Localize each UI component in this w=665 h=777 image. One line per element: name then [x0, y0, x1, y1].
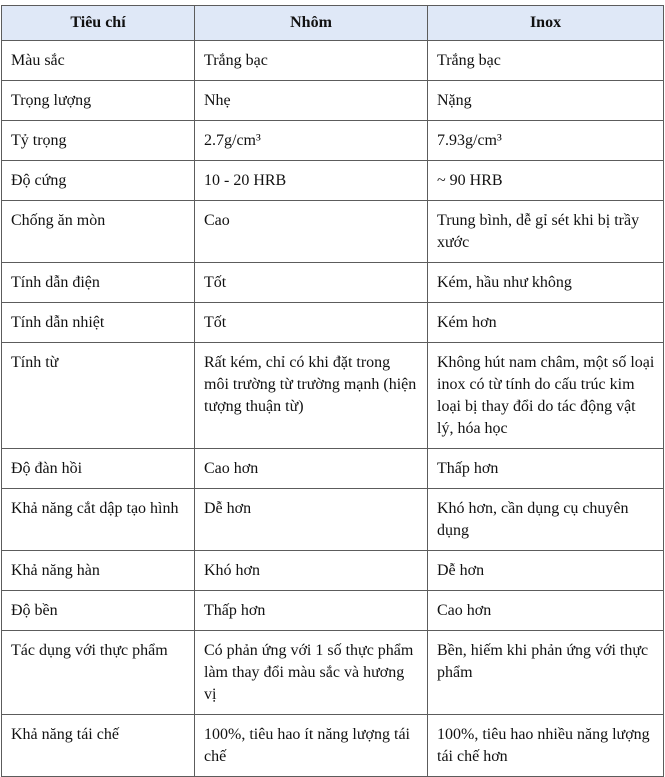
stainless-cell: Thấp hơn: [428, 449, 664, 489]
stainless-cell: Trắng bạc: [428, 41, 664, 81]
stainless-cell: 7.93g/cm³: [428, 121, 664, 161]
aluminum-cell: 10 - 20 HRB: [195, 161, 428, 201]
table-row: [2, 81, 664, 121]
header-row: [2, 6, 664, 41]
aluminum-cell: Cao: [195, 201, 428, 263]
header-criteria: Tiêu chí: [2, 6, 195, 41]
stainless-cell: Trung bình, dễ gỉ sét khi bị trầy xước: [428, 201, 664, 263]
table-row: [2, 303, 664, 343]
stainless-cell: Khó hơn, cần dụng cụ chuyên dụng: [428, 489, 664, 551]
table-row: [2, 343, 664, 449]
aluminum-cell: Có phản ứng với 1 số thực phẩm làm thay đổi màu sắc và hương vị: [195, 631, 428, 715]
table-row: [2, 449, 664, 489]
table-row: [2, 121, 664, 161]
aluminum-cell: 2.7g/cm³: [195, 121, 428, 161]
criteria-cell: Màu sắc: [2, 41, 195, 81]
stainless-cell: Không hút nam châm, một số loại inox có từ tính do cấu trúc kim loại bị thay đổi do tác động vật lý, hóa học: [428, 343, 664, 449]
header-aluminum: Nhôm: [195, 6, 428, 41]
aluminum-cell: Cao hơn: [195, 449, 428, 489]
criteria-cell: Tác dụng với thực phẩm: [2, 631, 195, 715]
table-row: [2, 715, 664, 777]
aluminum-cell: Dễ hơn: [195, 489, 428, 551]
criteria-cell: Độ bền: [2, 591, 195, 631]
stainless-cell: Nặng: [428, 81, 664, 121]
stainless-cell: Bền, hiếm khi phản ứng với thực phẩm: [428, 631, 664, 715]
criteria-cell: Tính dẫn điện: [2, 263, 195, 303]
aluminum-cell: Tốt: [195, 263, 428, 303]
aluminum-cell: Thấp hơn: [195, 591, 428, 631]
table-row: [2, 201, 664, 263]
criteria-cell: Khả năng cắt dập tạo hình: [2, 489, 195, 551]
aluminum-cell: Rất kém, chỉ có khi đặt trong môi trường từ trường mạnh (hiện tượng thuận từ): [195, 343, 428, 449]
stainless-cell: 100%, tiêu hao nhiều năng lượng tái chế hơn: [428, 715, 664, 777]
criteria-cell: Chống ăn mòn: [2, 201, 195, 263]
table-row: [2, 41, 664, 81]
criteria-cell: Tỷ trọng: [2, 121, 195, 161]
stainless-cell: Cao hơn: [428, 591, 664, 631]
criteria-cell: Độ cứng: [2, 161, 195, 201]
criteria-cell: Tính từ: [2, 343, 195, 449]
table-row: [2, 263, 664, 303]
aluminum-cell: Khó hơn: [195, 551, 428, 591]
criteria-cell: Tính dẫn nhiệt: [2, 303, 195, 343]
aluminum-cell: Nhẹ: [195, 81, 428, 121]
stainless-cell: Kém, hầu như không: [428, 263, 664, 303]
stainless-cell: Dễ hơn: [428, 551, 664, 591]
stainless-cell: Kém hơn: [428, 303, 664, 343]
criteria-cell: Trọng lượng: [2, 81, 195, 121]
aluminum-cell: 100%, tiêu hao ít năng lượng tái chế: [195, 715, 428, 777]
criteria-cell: Khả năng tái chế: [2, 715, 195, 777]
criteria-cell: Khả năng hàn: [2, 551, 195, 591]
table-row: [2, 591, 664, 631]
table-row: [2, 551, 664, 591]
criteria-cell: Độ đàn hồi: [2, 449, 195, 489]
header-stainless: Inox: [428, 6, 664, 41]
table-row: [2, 631, 664, 715]
table-row: [2, 161, 664, 201]
aluminum-cell: Tốt: [195, 303, 428, 343]
comparison-table: [1, 5, 664, 777]
table-row: [2, 489, 664, 551]
aluminum-cell: Trắng bạc: [195, 41, 428, 81]
stainless-cell: ~ 90 HRB: [428, 161, 664, 201]
